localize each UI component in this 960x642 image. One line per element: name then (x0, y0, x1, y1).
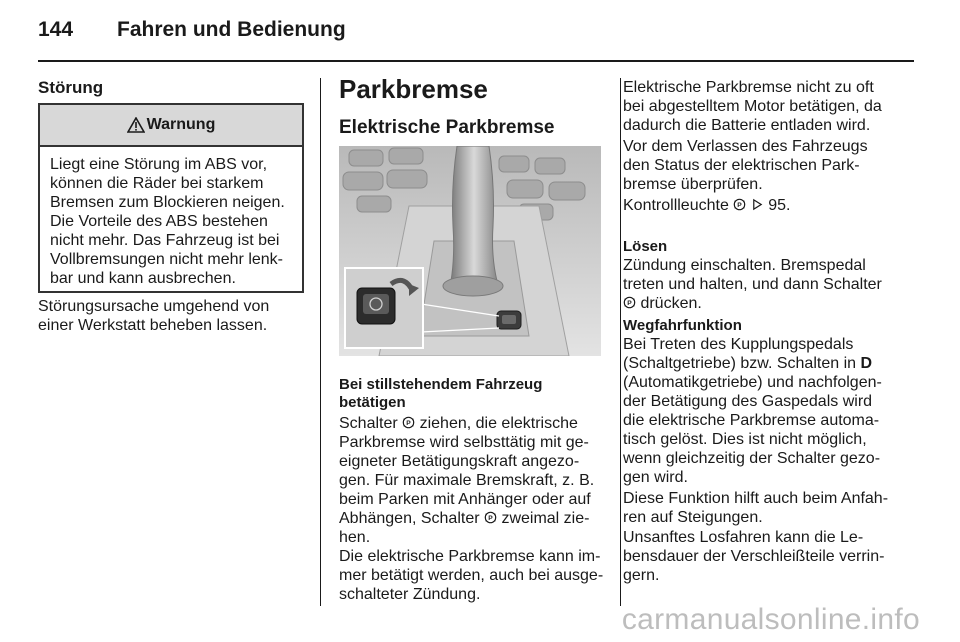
text-line: Abhängen, Schalter P zweimal zie- (339, 510, 590, 527)
svg-text:P: P (406, 419, 411, 427)
text-line: gen wird. (623, 469, 688, 486)
warning-line: nicht mehr. Das Fahrzeug ist bei (50, 232, 280, 249)
text-line: dadurch die Batterie entladen wird. (623, 117, 871, 134)
page-number: 144 (38, 18, 74, 41)
paragraph-batterie (623, 78, 913, 135)
warning-line: Bremsen zum Blockieren neigen. (50, 194, 285, 211)
text-line: treten und halten, und dann Schalter (623, 276, 882, 293)
text-line: Unsanftes Losfahren kann die Le- (623, 529, 864, 546)
svg-text:P: P (488, 514, 493, 522)
text-line: der Betätigung des Gaspedals wird (623, 393, 873, 410)
subheading-line: betätigen (339, 394, 406, 411)
page-header-title: Fahren und Bedienung (117, 18, 346, 41)
text-line: Störungsursache umgehend von (38, 298, 270, 315)
text-line: eigneter Betätigungskraft angezo- (339, 453, 580, 470)
column-divider-left (320, 78, 321, 606)
warning-line: Die Vorteile des ABS bestehen (50, 213, 268, 230)
subheading-loesen: Lösen (623, 238, 668, 255)
header-divider (38, 60, 914, 62)
text-line: P drücken. (623, 294, 913, 313)
warning-line: Vollbremsungen nicht mehr lenk- (50, 251, 284, 268)
parking-brake-symbol-icon (623, 296, 636, 309)
parking-brake-switch-photo (339, 146, 601, 356)
stoerung-text (38, 297, 308, 335)
warning-header (40, 105, 302, 147)
text-line: Zündung einschalten. Bremspedal (623, 257, 866, 274)
text-line: bensdauer der Verschleißteile verrin- (623, 548, 885, 565)
text-line: gern. (623, 567, 660, 584)
subheading-stillstehend (339, 376, 605, 412)
warning-text (40, 147, 302, 288)
text-line: mer betätigt werden, auch bei ausge- (339, 567, 604, 584)
text-line: Parkbremse wird selbsttätig mit ge- (339, 434, 589, 451)
text-line: (Schaltgetriebe) bzw. Schalten in D (623, 355, 873, 372)
parking-brake-symbol-icon (733, 198, 746, 211)
subheading-line: Bei stillstehendem Fahrzeug (339, 376, 543, 393)
subheading-wegfahrfunktion: Wegfahrfunktion (623, 317, 742, 334)
text-line: Die elektrische Parkbremse kann im- (339, 548, 601, 565)
text-line: den Status der elektrischen Park- (623, 157, 860, 174)
paragraph-betaetigen (339, 414, 605, 547)
text-line: hen. (339, 529, 371, 546)
text-line: Elektrische Parkbremse nicht zu oft (623, 79, 874, 96)
text-line: Diese Funktion hilft auch beim Anfah- (623, 490, 889, 507)
paragraph-kontrollleuchte: Kontrollleuchte P 95. (623, 197, 791, 214)
subheading-elektrische-parkbremse: Elektrische Parkbremse (339, 117, 555, 138)
paragraph-verlassen (623, 137, 913, 194)
paragraph-immer (339, 547, 605, 604)
text-line: einer Werkstatt beheben lassen. (38, 317, 268, 334)
svg-text:P: P (737, 201, 743, 209)
text-line: (Automatikgetriebe) und nachfolgen- (623, 374, 882, 391)
parking-brake-symbol-icon (402, 416, 415, 429)
warning-label: Warnung (146, 116, 216, 133)
text-line: Vor dem Verlassen des Fahrzeugs (623, 138, 868, 155)
paragraph-anfahren (623, 489, 913, 527)
text-line: ren auf Steigungen. (623, 509, 763, 526)
warning-triangle-icon (127, 117, 145, 133)
text-line: schalteter Zündung. (339, 586, 481, 603)
text-line: bremse überprüfen. (623, 176, 763, 193)
paragraph-wegfahrfunktion (623, 335, 913, 487)
warning-line: bar und kann ausbrechen. (50, 270, 236, 287)
paragraph-losfahren (623, 528, 913, 585)
text-line: bei abgestelltem Motor betätigen, da (623, 98, 882, 115)
section-heading-parkbremse: Parkbremse (339, 74, 488, 104)
text-line: Schalter P ziehen, die elektrische (339, 415, 578, 432)
text-line: tisch gelöst. Dies ist nicht möglich, (623, 431, 867, 448)
column-divider-right (620, 78, 621, 606)
parking-brake-symbol-icon (484, 511, 497, 524)
text-line: Bei Treten des Kupplungspedals (623, 336, 854, 353)
text-line: beim Parken mit Anhänger oder auf (339, 491, 591, 508)
warning-box (38, 103, 304, 293)
text-line: die elektrische Parkbremse automa- (623, 412, 880, 429)
paragraph-loesen (623, 256, 913, 313)
warning-line: Liegt eine Störung im ABS vor, (50, 156, 268, 173)
page-reference-arrow-icon (751, 198, 764, 211)
svg-text:P: P (627, 299, 632, 307)
text-line: wenn gleichzeitig der Schalter gezo- (623, 450, 881, 467)
section-heading-stoerung: Störung (38, 78, 104, 97)
text-line: gen. Für maximale Bremskraft, z. B. (339, 472, 595, 489)
watermark: carmanualsonline.info (621, 603, 920, 636)
warning-line: können die Räder bei starkem (50, 175, 264, 192)
